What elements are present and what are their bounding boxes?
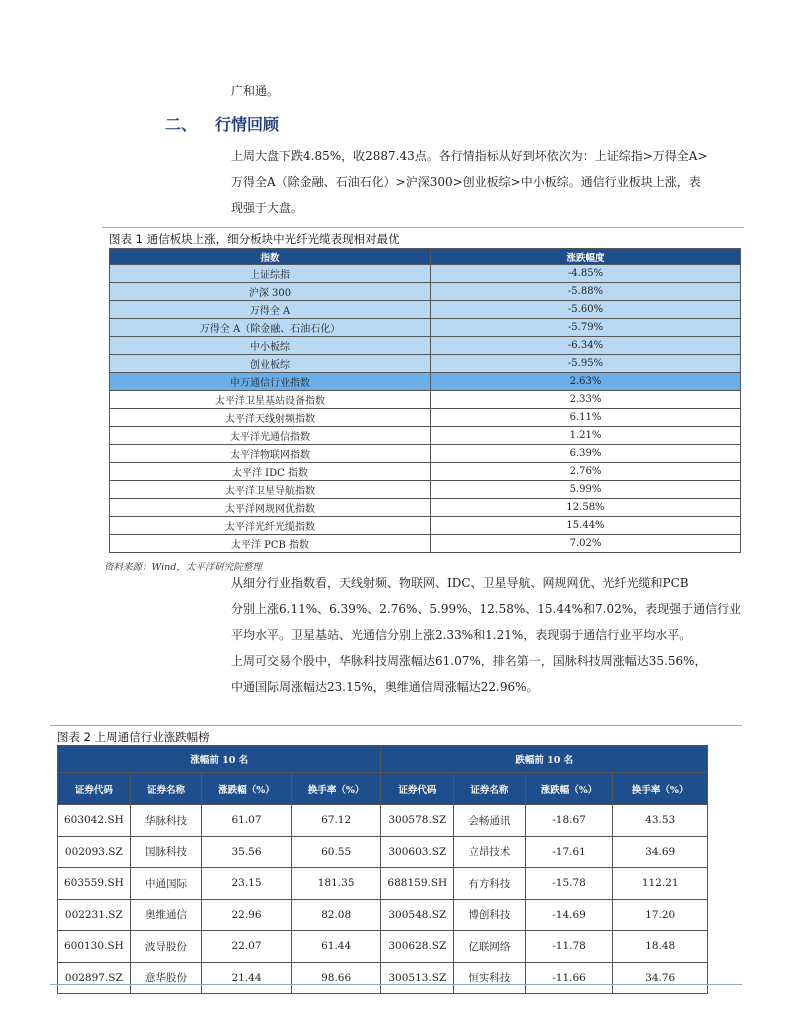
- paragraph-subsector-review: [231, 570, 751, 700]
- change-value-cell: 2.63%: [431, 373, 741, 391]
- index-name-cell: 太平洋 IDC 指数: [110, 463, 431, 481]
- table-row: [58, 868, 708, 900]
- change-pct-cell: -11.78: [525, 931, 613, 963]
- index-name-cell: 太平洋 PCB 指数: [110, 535, 431, 553]
- turnover-cell: 34.76: [613, 962, 708, 994]
- table-row: [110, 355, 741, 373]
- figure1-top-rule: [102, 227, 744, 228]
- index-name-cell: 太平洋卫星基站设备指数: [110, 391, 431, 409]
- stock-code-cell: 300578.SZ: [381, 805, 454, 837]
- stock-code-cell: 002231.SZ: [58, 899, 131, 931]
- change-pct-cell: 35.56: [202, 836, 292, 868]
- change-pct-cell: -15.78: [525, 868, 613, 900]
- stock-name-cell: 有方科技: [454, 868, 526, 900]
- table-row: [58, 836, 708, 868]
- paragraph-line: 现强于大盘。: [231, 201, 304, 215]
- stock-code-cell: 603042.SH: [58, 805, 131, 837]
- change-pct-cell: -14.69: [525, 899, 613, 931]
- column-header: 证券名称: [454, 773, 526, 805]
- column-header: 换手率（%）: [291, 773, 381, 805]
- table-row: [110, 283, 741, 301]
- stock-code-cell: 688159.SH: [381, 868, 454, 900]
- table-header-row: [110, 249, 741, 265]
- change-value-cell: -5.95%: [431, 355, 741, 373]
- paragraph-line: 平均水平。卫星基站、光通信分别上涨2.33%和1.21%，表现弱于通信行业平均水平。: [231, 628, 692, 642]
- index-name-cell: 太平洋网规网优指数: [110, 499, 431, 517]
- column-header: 证券名称: [130, 773, 202, 805]
- stock-name-cell: 意华股份: [130, 962, 202, 994]
- intro-line: 广和通。: [231, 84, 280, 98]
- index-performance-table: [109, 248, 741, 553]
- table-row: [58, 899, 708, 931]
- losers-group-header: 跌幅前 10 名: [381, 746, 708, 773]
- column-header: 涨跌幅（%）: [525, 773, 613, 805]
- change-pct-cell: 61.07: [202, 805, 292, 837]
- stock-code-cell: 300513.SZ: [381, 962, 454, 994]
- paragraph-line: 从细分行业指数看，天线射频、物联网、IDC、卫星导航、网规网优、光纤光缆和PCB: [231, 576, 689, 590]
- turnover-cell: 98.66: [291, 962, 381, 994]
- index-name-cell: 申万通信行业指数: [110, 373, 431, 391]
- turnover-cell: 17.20: [613, 899, 708, 931]
- change-value-cell: -5.79%: [431, 319, 741, 337]
- table-row: [110, 409, 741, 427]
- stock-code-cell: 600130.SH: [58, 931, 131, 963]
- change-value-cell: 6.39%: [431, 445, 741, 463]
- change-value-cell: 12.58%: [431, 499, 741, 517]
- paragraph-line: 中通国际周涨幅达23.15%，奥维通信周涨幅达22.96%。: [231, 680, 539, 694]
- stock-code-cell: 300603.SZ: [381, 836, 454, 868]
- table-row: [110, 373, 741, 391]
- stock-name-cell: 恒实科技: [454, 962, 526, 994]
- stock-name-cell: 华脉科技: [130, 805, 202, 837]
- index-name-cell: 太平洋光通信指数: [110, 427, 431, 445]
- paragraph-line: 上周大盘下跌4.85%，收2887.43点。各行情指标从好到坏依次为：上证综指>万得全A>: [231, 149, 708, 163]
- stock-name-cell: 立昂技术: [454, 836, 526, 868]
- stock-code-cell: 603559.SH: [58, 868, 131, 900]
- index-name-cell: 创业板综: [110, 355, 431, 373]
- table-row: [110, 391, 741, 409]
- paragraph-line: 万得全A（除金融、石油石化）>沪深300>创业板综>中小板综。通信行业板块上涨，表: [231, 175, 701, 189]
- change-pct-cell: 23.15: [202, 868, 292, 900]
- table-row: [110, 463, 741, 481]
- change-pct-cell: 21.44: [202, 962, 292, 994]
- turnover-cell: 82.08: [291, 899, 381, 931]
- change-pct-cell: -17.61: [525, 836, 613, 868]
- stock-code-cell: 002897.SZ: [58, 962, 131, 994]
- stock-name-cell: 国脉科技: [130, 836, 202, 868]
- table-row: [110, 517, 741, 535]
- turnover-cell: 60.55: [291, 836, 381, 868]
- table-row: [110, 499, 741, 517]
- gainers-losers-table: [57, 745, 708, 994]
- change-pct-cell: 22.07: [202, 931, 292, 963]
- turnover-cell: 43.53: [613, 805, 708, 837]
- index-name-cell: 万得全 A: [110, 301, 431, 319]
- turnover-cell: 34.69: [613, 836, 708, 868]
- figure1-source: 资料来源：Wind，太平洋研究院整理: [104, 562, 262, 573]
- column-header: 换手率（%）: [613, 773, 708, 805]
- section-title: 行情回顾: [215, 115, 280, 134]
- change-value-cell: -4.85%: [431, 265, 741, 283]
- table-row: [110, 535, 741, 553]
- change-value-cell: 2.76%: [431, 463, 741, 481]
- change-pct-cell: -18.67: [525, 805, 613, 837]
- stock-code-cell: 300548.SZ: [381, 899, 454, 931]
- index-name-cell: 万得全 A（除金融、石油石化）: [110, 319, 431, 337]
- stock-name-cell: 博创科技: [454, 899, 526, 931]
- stock-name-cell: 波导股份: [130, 931, 202, 963]
- change-value-cell: 1.21%: [431, 427, 741, 445]
- column-header: 证券代码: [381, 773, 454, 805]
- change-value-cell: -5.88%: [431, 283, 741, 301]
- change-value-cell: -5.60%: [431, 301, 741, 319]
- change-pct-cell: 22.96: [202, 899, 292, 931]
- table-row: [110, 337, 741, 355]
- stock-name-cell: 亿联网络: [454, 931, 526, 963]
- table-row: [110, 301, 741, 319]
- index-name-cell: 上证综指: [110, 265, 431, 283]
- turnover-cell: 181.35: [291, 868, 381, 900]
- table-row: [110, 445, 741, 463]
- paragraph-line: 分别上涨6.11%、6.39%、2.76%、5.99%、12.58%、15.44%和7.02%，表现强于通信行业: [231, 602, 742, 616]
- paragraph-market-review: [231, 143, 751, 221]
- stock-code-cell: 002093.SZ: [58, 836, 131, 868]
- figure2-caption: 图表 2 上周通信行业涨跌幅榜: [57, 730, 210, 744]
- figure1-caption: 图表 1 通信板块上涨，细分板块中光纤光缆表现相对最优: [109, 232, 400, 246]
- table-row: [110, 481, 741, 499]
- figure2-top-rule: [50, 725, 742, 726]
- column-header: 涨跌幅度: [431, 249, 741, 265]
- column-header: 指数: [110, 249, 431, 265]
- change-value-cell: 15.44%: [431, 517, 741, 535]
- stock-code-cell: 300628.SZ: [381, 931, 454, 963]
- index-name-cell: 太平洋光纤光缆指数: [110, 517, 431, 535]
- group-header-row: [58, 746, 708, 773]
- turnover-cell: 61.44: [291, 931, 381, 963]
- index-name-cell: 中小板综: [110, 337, 431, 355]
- stock-name-cell: 奥维通信: [130, 899, 202, 931]
- gainers-group-header: 涨幅前 10 名: [58, 746, 381, 773]
- turnover-cell: 112.21: [613, 868, 708, 900]
- index-name-cell: 太平洋卫星导航指数: [110, 481, 431, 499]
- table-row: [110, 319, 741, 337]
- turnover-cell: 67.12: [291, 805, 381, 837]
- table-row: [110, 265, 741, 283]
- turnover-cell: 18.48: [613, 931, 708, 963]
- table-row: [58, 962, 708, 994]
- index-name-cell: 沪深 300: [110, 283, 431, 301]
- index-name-cell: 太平洋天线射频指数: [110, 409, 431, 427]
- index-name-cell: 太平洋物联网指数: [110, 445, 431, 463]
- change-value-cell: 5.99%: [431, 481, 741, 499]
- figure2-bottom-rule: [50, 984, 742, 985]
- change-value-cell: 2.33%: [431, 391, 741, 409]
- column-header-row: [58, 773, 708, 805]
- stock-name-cell: 中通国际: [130, 868, 202, 900]
- column-header: 证券代码: [58, 773, 131, 805]
- change-pct-cell: -11.66: [525, 962, 613, 994]
- column-header: 涨跌幅（%）: [202, 773, 292, 805]
- change-value-cell: 7.02%: [431, 535, 741, 553]
- section-number: 二、: [165, 115, 198, 134]
- table-row: [58, 931, 708, 963]
- change-value-cell: 6.11%: [431, 409, 741, 427]
- table-row: [110, 427, 741, 445]
- table-row: [58, 805, 708, 837]
- stock-name-cell: 会畅通讯: [454, 805, 526, 837]
- change-value-cell: -6.34%: [431, 337, 741, 355]
- paragraph-line: 上周可交易个股中，华脉科技周涨幅达61.07%，排名第一，国脉科技周涨幅达35.56%，: [231, 654, 707, 668]
